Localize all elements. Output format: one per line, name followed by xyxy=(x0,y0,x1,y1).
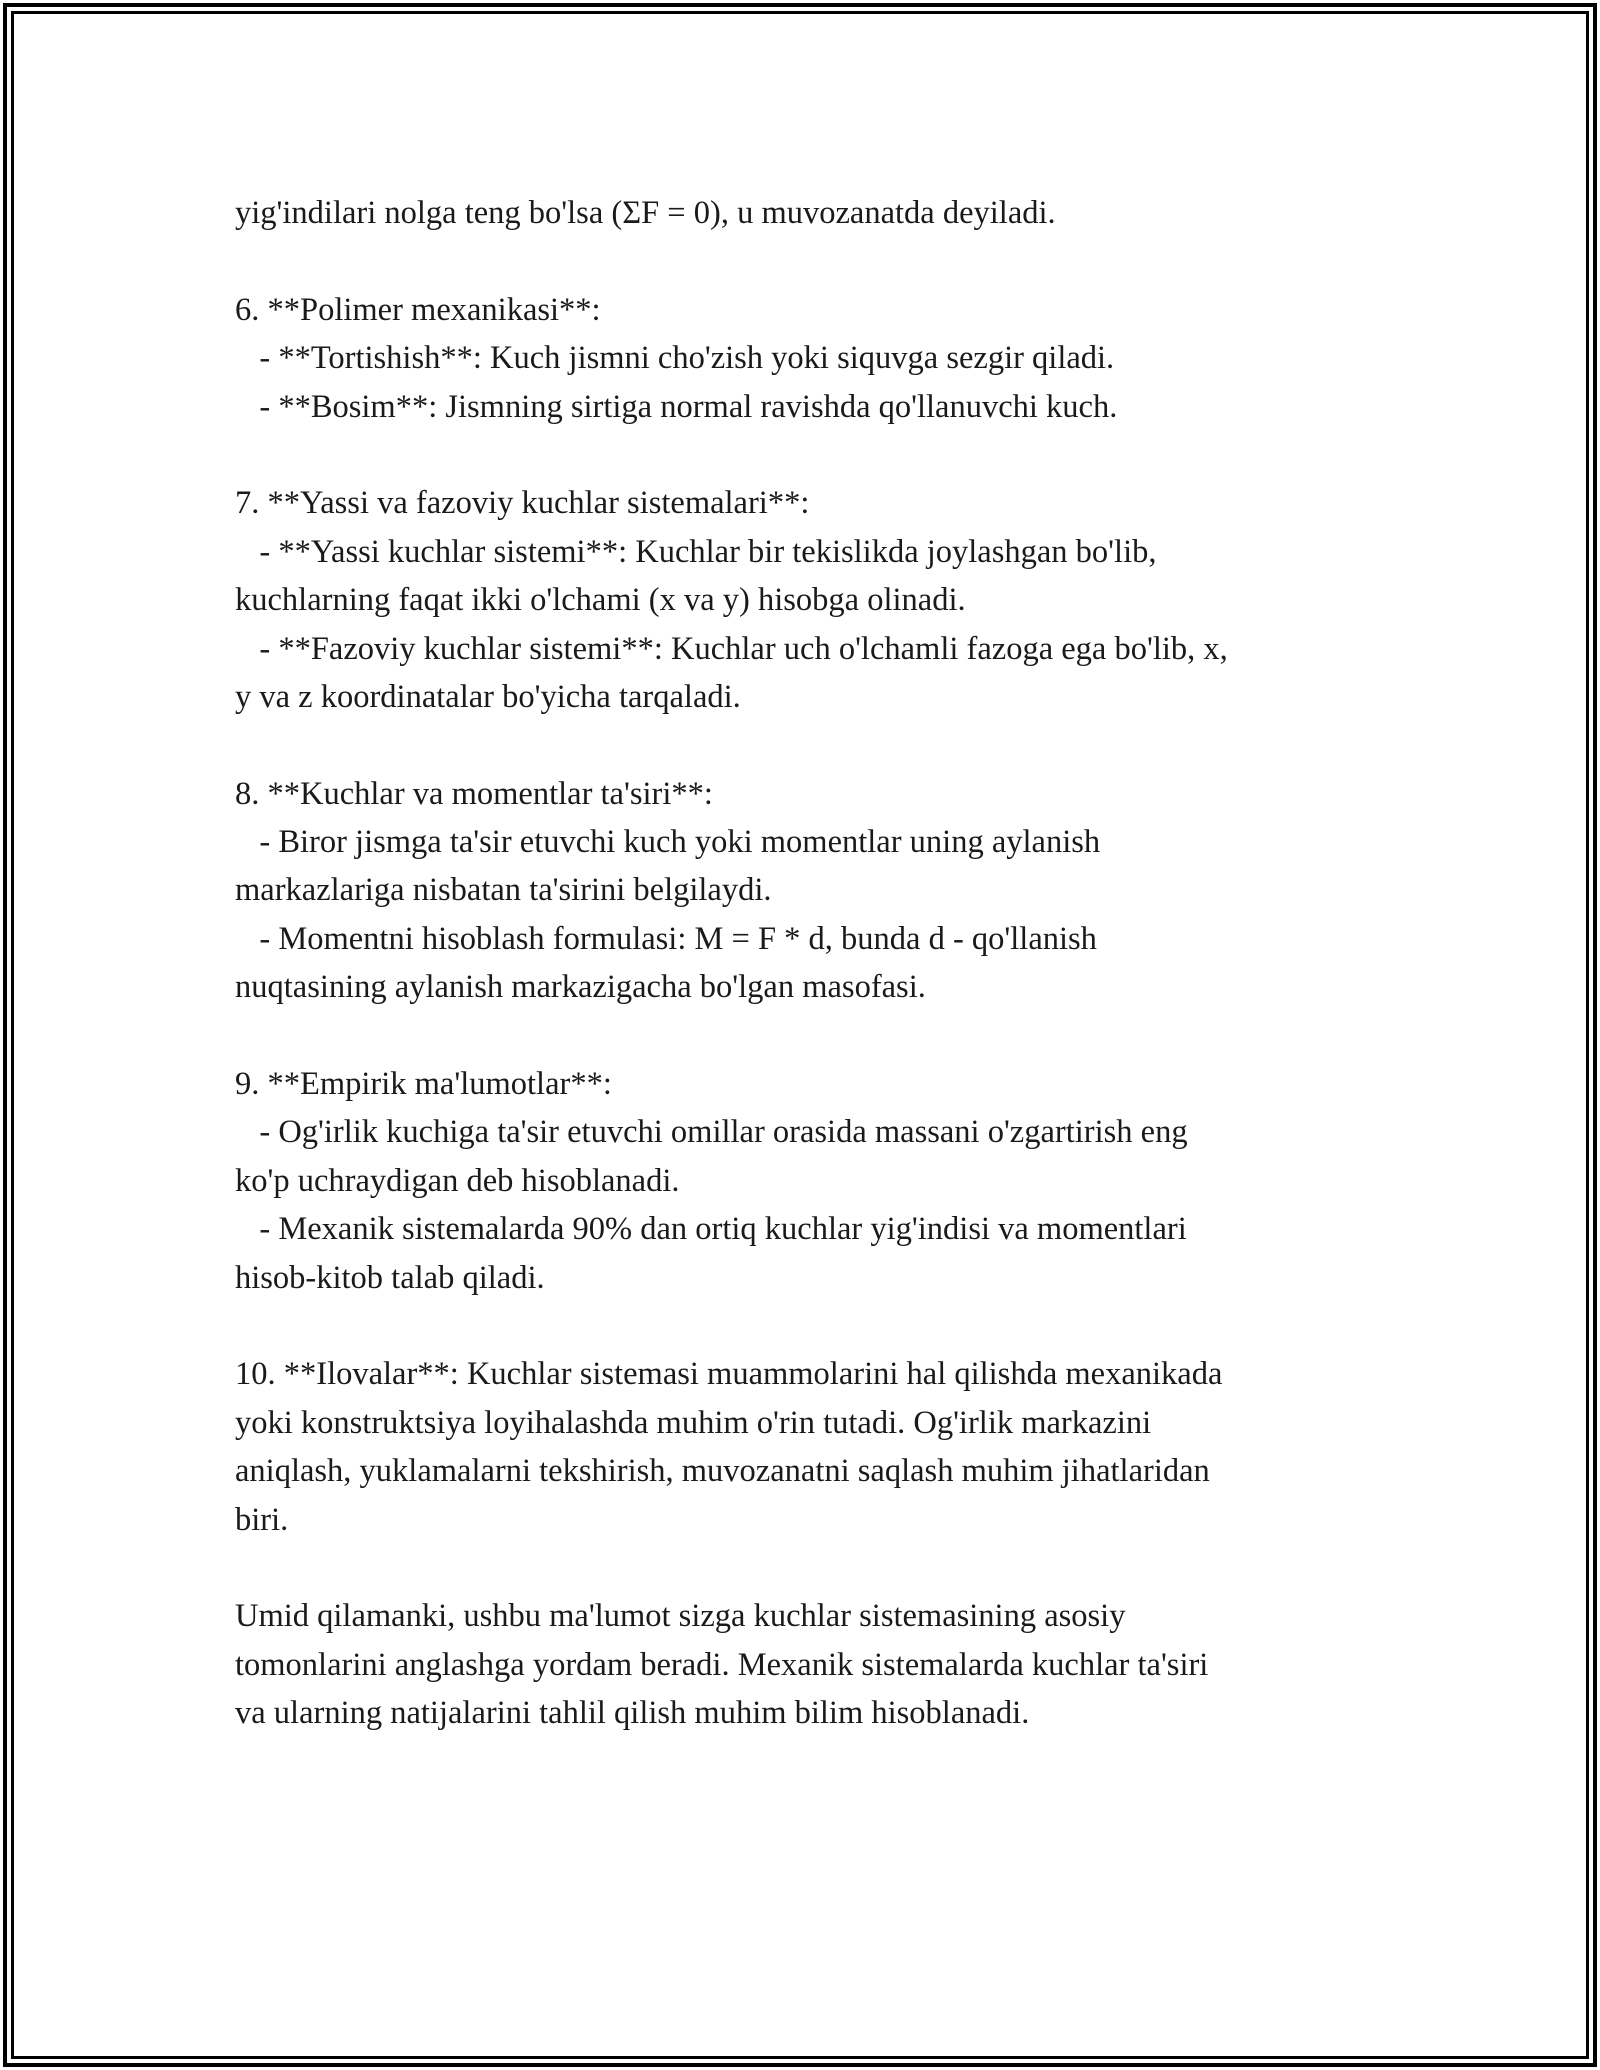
text-line: yig'indilari nolga teng bo'lsa (ΣF = 0), u muvozanatda deyiladi. xyxy=(235,195,1056,231)
section-heading-10: 10. **Ilovalar**: Kuchlar sistemasi muammolarini hal qilishda mexanikada xyxy=(235,1356,1223,1393)
text-line: biri. xyxy=(235,1501,289,1538)
blank-line xyxy=(235,1544,1370,1592)
blank-line xyxy=(235,431,1370,479)
text-line: - Og'irlik kuchiga ta'sir etuvchi omillar orasida massani o'zgartirish eng xyxy=(235,1114,1188,1151)
text-line: ko'p uchraydigan deb hisoblanadi. xyxy=(235,1162,680,1199)
text-line: markazlariga nisbatan ta'sirini belgilaydi. xyxy=(235,872,772,909)
document-body xyxy=(235,189,1370,1738)
text-line: - Mexanik sistemalarda 90% dan ortiq kuchlar yig'indisi va momentlari xyxy=(235,1211,1187,1248)
text-line: y va z koordinatalar bo'yicha tarqaladi. xyxy=(235,678,741,715)
section-heading-6: 6. **Polimer mexanikasi**: xyxy=(235,291,601,328)
section-heading-8: 8. **Kuchlar va momentlar ta'siri**: xyxy=(235,775,713,812)
blank-line xyxy=(235,1302,1370,1350)
closing-paragraph-line: Umid qilamanki, ushbu ma'lumot sizga kuchlar sistemasining asosiy xyxy=(235,1598,1126,1635)
text-line: - Biror jismga ta'sir etuvchi kuch yoki momentlar uning aylanish xyxy=(235,824,1101,861)
text-line: - **Bosim**: Jismning sirtiga normal ravishda qo'llanuvchi kuch. xyxy=(235,388,1118,425)
text-line: - **Tortishish**: Kuch jismni cho'zish yoki siquvga sezgir qiladi. xyxy=(235,340,1115,377)
section-heading-7: 7. **Yassi va fazoviy kuchlar sistemalari**: xyxy=(235,485,810,522)
blank-line xyxy=(235,721,1370,769)
text-line: - Momentni hisoblash formulasi: M = F * d, bunda d - qo'llanish xyxy=(235,920,1097,957)
closing-paragraph-line: tomonlarini anglashga yordam beradi. Mexanik sistemalarda kuchlar ta'siri xyxy=(235,1646,1209,1683)
text-line: aniqlash, yuklamalarni tekshirish, muvozanatni saqlash muhim jihatlaridan xyxy=(235,1453,1210,1490)
text-line: - **Yassi kuchlar sistemi**: Kuchlar bir tekislikda joylashgan bo'lib, xyxy=(235,533,1157,570)
text-line: hisob-kitob talab qiladi. xyxy=(235,1259,545,1296)
text-line: nuqtasining aylanish markazigacha bo'lgan masofasi. xyxy=(235,969,926,1006)
blank-line xyxy=(235,1012,1370,1060)
blank-line xyxy=(235,237,1370,285)
text-line: yoki konstruktsiya loyihalashda muhim o'rin tutadi. Og'irlik markazini xyxy=(235,1404,1152,1441)
text-line: kuchlarning faqat ikki o'lchami (x va y) hisobga olinadi. xyxy=(235,582,966,619)
closing-paragraph-line: va ularning natijalarini tahlil qilish muhim bilim hisoblanadi. xyxy=(235,1695,1030,1732)
text-line: - **Fazoviy kuchlar sistemi**: Kuchlar uch o'lchamli fazoga ega bo'lib, x, xyxy=(235,630,1228,667)
section-heading-9: 9. **Empirik ma'lumotlar**: xyxy=(235,1066,612,1103)
